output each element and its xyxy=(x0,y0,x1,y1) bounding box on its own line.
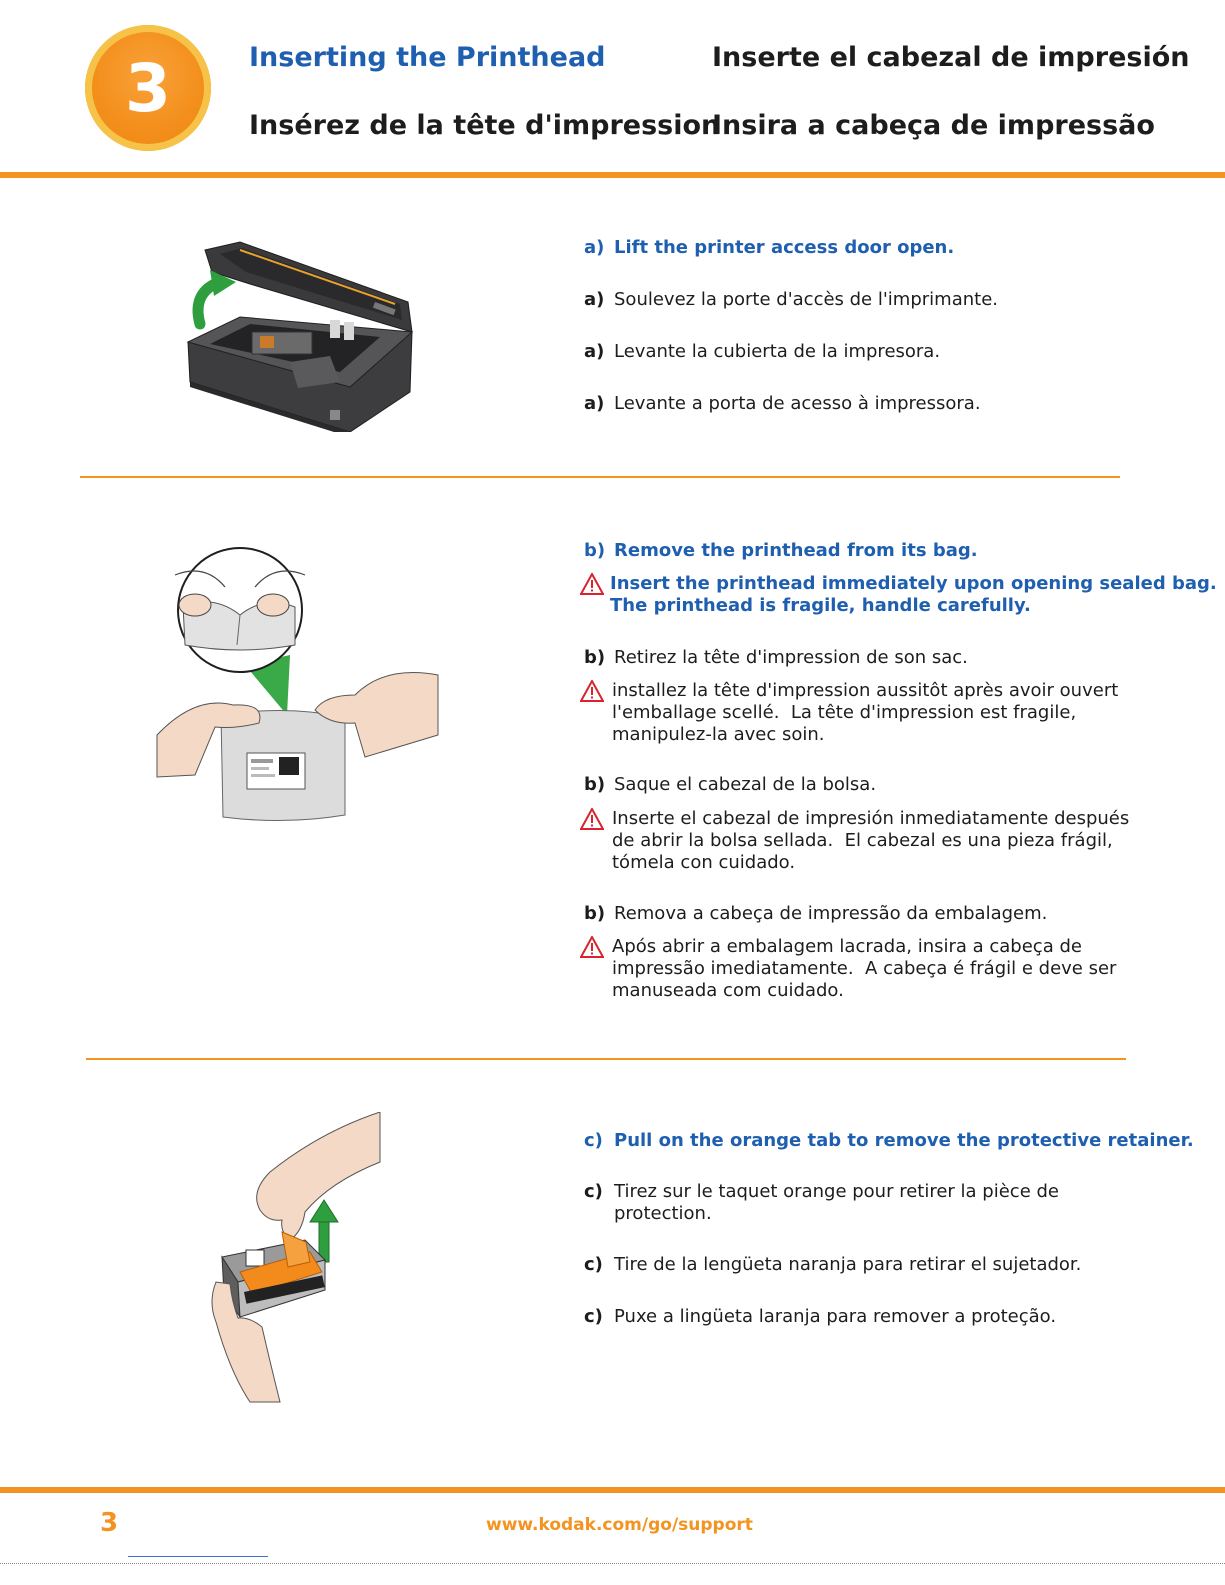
step-a-label: a) xyxy=(584,341,605,362)
step-b-label: b) xyxy=(584,903,606,924)
step-b-english-warning xyxy=(580,573,1217,619)
step-b-portuguese-warning xyxy=(580,936,1200,1004)
step-a-portuguese xyxy=(584,393,981,415)
step-a-english-text: Lift the printer access door open. xyxy=(614,237,955,258)
warning-icon xyxy=(580,573,604,595)
step-b-french-warning xyxy=(580,680,1200,748)
step-b-spanish xyxy=(584,774,876,796)
step-b-french xyxy=(584,647,968,669)
step-b-french-text: Retirez la tête d'impression de son sac. xyxy=(614,647,968,668)
printer-open-lid-icon xyxy=(180,232,420,432)
step-c-portuguese xyxy=(584,1306,1056,1328)
step-a-portuguese-text: Levante a porta de acesso à impressora. xyxy=(614,393,981,414)
step-b-label: b) xyxy=(584,774,606,795)
warning-icon xyxy=(580,680,604,702)
warning-icon xyxy=(580,936,604,958)
title-spanish: Inserte el cabezal de impresión xyxy=(712,42,1190,73)
step-b-portuguese xyxy=(584,903,1047,925)
section-divider xyxy=(86,1058,1126,1060)
step-a-french xyxy=(584,289,998,311)
step-c-english xyxy=(584,1130,1194,1152)
page-number: 3 xyxy=(100,1508,119,1538)
step-b-label: b) xyxy=(584,540,606,561)
title-english: Inserting the Printhead xyxy=(249,42,606,73)
step-b-french-warning-text: installez la tête d'impression aussitôt après avoir ouvert l'emballage scellé. La tête d'impression est fragile, manipulez-la avec soin. xyxy=(612,680,1119,745)
step-a-french-text: Soulevez la porte d'accès de l'imprimante. xyxy=(614,289,998,310)
hand-pulling-orange-tab-icon xyxy=(210,1112,385,1407)
step-b-english-text: Remove the printhead from its bag. xyxy=(614,540,978,561)
title-french: Insérez de la tête d'impression xyxy=(249,110,721,141)
footer-dotted-line xyxy=(0,1563,1225,1564)
section-divider xyxy=(80,476,1120,478)
title-portuguese: Insira a cabeça de impressão xyxy=(712,110,1155,141)
warning-icon xyxy=(580,808,604,830)
step-a-english xyxy=(584,237,954,259)
footer-rule xyxy=(0,1487,1225,1493)
step-b-spanish-warning xyxy=(580,808,1200,876)
step-b-spanish-warning-text: Inserte el cabezal de impresión inmediatamente después de abrir la bolsa sellada. El cabezal es una pieza frágil, tómela con cuidado. xyxy=(612,808,1130,873)
step-a-spanish xyxy=(584,341,940,363)
step-c-label: c) xyxy=(584,1254,603,1275)
header-rule xyxy=(0,172,1225,178)
step-c-french-text: Tirez sur le taquet orange pour retirer la pièce de protection. xyxy=(614,1181,1059,1224)
step-b-label: b) xyxy=(584,647,606,668)
step-c-label: c) xyxy=(584,1181,603,1202)
step-b-english xyxy=(584,540,978,562)
step-a-label: a) xyxy=(584,393,605,414)
step-b-portuguese-text: Remova a cabeça de impressão da embalagem. xyxy=(614,903,1048,924)
step-b-english-warning-text: Insert the printhead immediately upon opening sealed bag. The printhead is fragile, handle carefully. xyxy=(610,573,1217,616)
step-c-label: c) xyxy=(584,1130,603,1151)
step-b-portuguese-warning-text: Após abrir a embalagem lacrada, insira a cabeça de impressão imediatamente. A cabeça é frágil e deve ser manuseada com cuidado. xyxy=(612,936,1117,1001)
step-a-label: a) xyxy=(584,289,605,310)
step-b-spanish-text: Saque el cabezal de la bolsa. xyxy=(614,774,877,795)
step-c-portuguese-text: Puxe a lingüeta laranja para remover a proteção. xyxy=(614,1306,1057,1327)
step-c-english-text: Pull on the orange tab to remove the protective retainer. xyxy=(614,1130,1194,1151)
step-c-spanish-text: Tire de la lengüeta naranja para retirar el sujetador. xyxy=(614,1254,1082,1275)
step-c-label: c) xyxy=(584,1306,603,1327)
step-number: 3 xyxy=(125,49,171,127)
footer-margin-line xyxy=(128,1556,268,1557)
step-a-label: a) xyxy=(584,237,605,258)
step-a-spanish-text: Levante la cubierta de la impresora. xyxy=(614,341,941,362)
step-c-spanish xyxy=(584,1254,1081,1276)
support-link[interactable]: www.kodak.com/go/support xyxy=(486,1515,753,1535)
hands-opening-bag-icon xyxy=(155,545,440,830)
